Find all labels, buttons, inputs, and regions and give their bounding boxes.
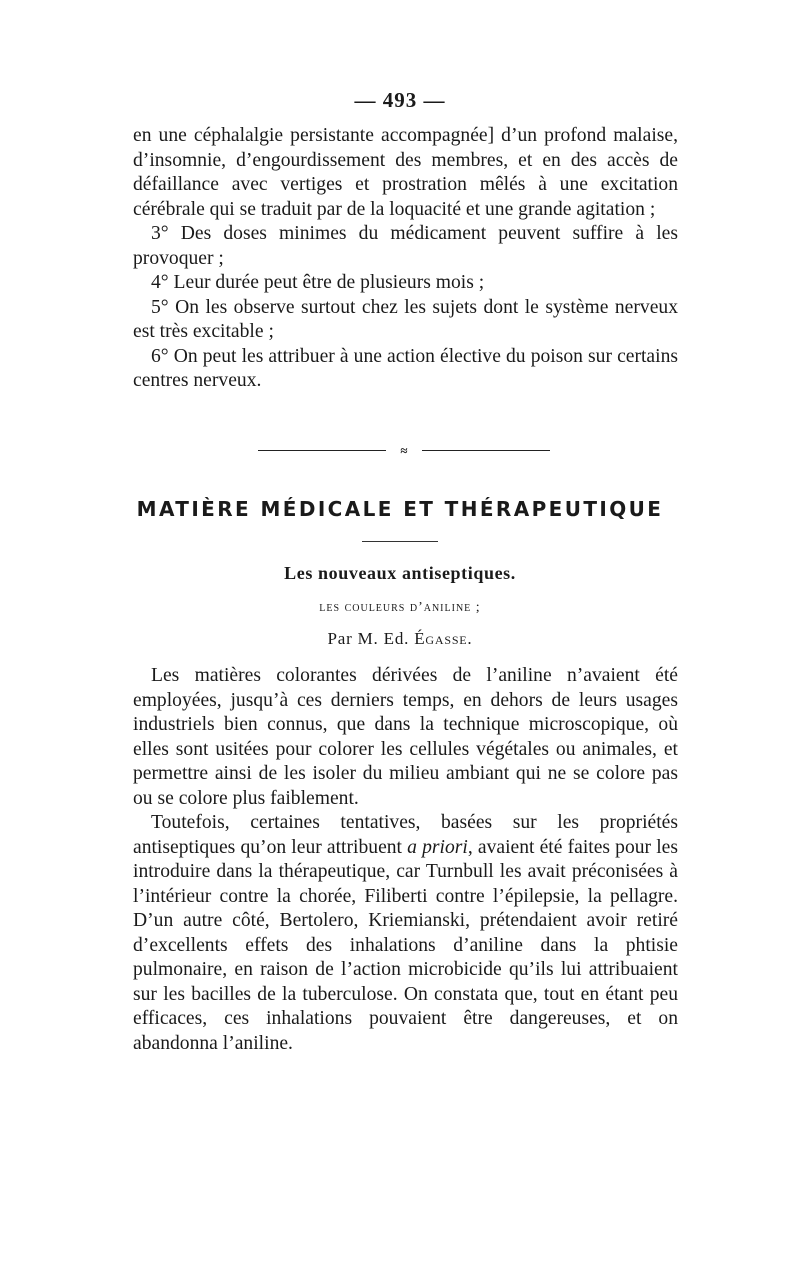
divider-rule-left <box>258 450 386 451</box>
list-item-5: 5° On les observe surtout chez les sujets dont le système nerveux est très excitable ; <box>133 296 678 342</box>
list-item-6: 6° On peut les attribuer à une action élective du poison sur certains centres nerveux. <box>133 345 678 391</box>
paragraph-2 <box>133 811 678 1056</box>
section-title: MATIÈRE MÉDICALE ET THÉRAPEUTIQUE <box>136 497 664 521</box>
intro-text <box>133 124 678 394</box>
author-name: Égasse. <box>414 629 473 648</box>
list-item-3: 3° Des doses minimes du médicament peuvent suffire à les provoquer ; <box>133 223 678 269</box>
article-body <box>133 664 678 1056</box>
divider-rule-right <box>422 450 550 451</box>
article-subtitle: les couleurs d’aniline ; <box>319 600 481 615</box>
paragraph-2-end: , avaient été faites pour les introduire dans la thérapeutique, car Turnbull les avait préconisées à l’intérieur contre la chorée, Filiberti contre l’épilepsie, la pellagre. D’un autre côté, Bertolero, Kriemianski, prétendaient avoir retiré d’excellents effets des inhalations d’aniline dans la phtisie pulmonaire, en raison de l’action microbicide qu’ils lui attribuaient sur les bacilles de la tuberculose. On constata que, tout en étant peu efficaces, ces inhalations pouvaient être dangereuses, et on abandonna l’aniline. <box>133 836 678 1054</box>
ornament-glyph: ≈ <box>400 443 408 458</box>
paragraph-2-start: Toutefois, certaines tentatives, basées sur les propriétés antiseptiques qu’on leur attribuent <box>133 812 678 858</box>
byline-prefix: Par M. Ed. <box>327 629 415 648</box>
paragraph-1: Les matières colorantes dérivées de l’aniline n’avaient été employées, jusqu’à ces derniers temps, en dehors de leurs usages industriels bien connus, que dans la technique microscopique, où elles sont usitées pour colorer les cellules végétales ou animales, et permettre ainsi de les isoler du milieu ambiant qui ne se colore pas ou se colore plus faiblement. <box>133 665 678 809</box>
page-number: — 493 — <box>354 88 446 112</box>
paragraph-2-italic: a priori <box>407 836 468 858</box>
section-divider-ornament <box>258 444 550 458</box>
article-title: Les nouveaux antiseptiques. <box>284 563 516 583</box>
intro-continuation: en une céphalalgie persistante accompagnée] d’un profond malaise, d’insomnie, d’engourdissement des membres, et en des accès de défaillance avec vertiges et prostration mêlés à une excitation cérébrale qui se traduit par de la loquacité et une grande agitation ; <box>133 125 678 220</box>
title-underline <box>362 541 438 542</box>
article-byline <box>0 629 800 649</box>
list-item-4: 4° Leur durée peut être de plusieurs mois ; <box>151 272 485 293</box>
